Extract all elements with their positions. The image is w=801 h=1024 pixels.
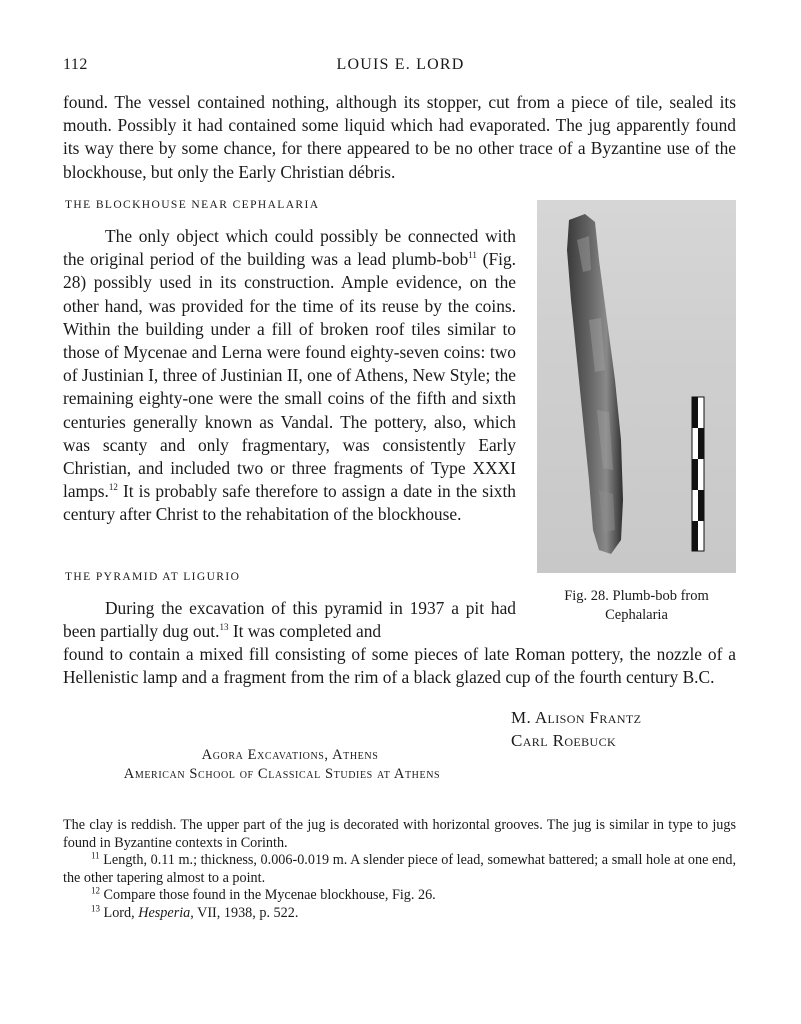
footnote-ref-12[interactable]: 12 xyxy=(108,482,118,493)
footnote-13-text-b: , VII, 1938, p. 522. xyxy=(190,905,299,921)
footnote-13-text-a: Lord, xyxy=(100,905,139,921)
author-signature-frantz: M. Alison Frantz xyxy=(511,708,642,727)
footnote-12-text: Compare those found in the Mycenae blockhouse, Fig. 26. xyxy=(100,887,436,903)
era-abbrev: B.C. xyxy=(682,667,715,688)
affiliation-line-2: American School of Classical Studies at Athens xyxy=(123,766,441,782)
footnote-carryover: The clay is reddish. The upper part of the jug is decorated with horizontal grooves. The jug is similar in type to jugs found in Byzantine contexts in Corinth. xyxy=(63,817,736,851)
pyramid-text-c: found to contain a mixed fill consisting of some pieces of late Roman pottery, the nozzle of a Hellenistic lamp and a fragment from the rim of a black glazed cup of the fourth century xyxy=(63,644,736,688)
caption-line-1: Fig. 28. Plumb-bob from xyxy=(564,588,709,604)
footnote-mark-12: 12 xyxy=(91,885,100,896)
blockhouse-paragraph xyxy=(63,225,516,527)
caption-line-2: Cephalaria xyxy=(605,607,668,623)
pyramid-paragraph-end xyxy=(63,643,736,689)
blockhouse-text-b: (Fig. 28) possibly used in its construction. Ample evidence, on the other hand, was provided for the time of its reuse by the coins. Within the building under a fill of broken roof tiles similar to those of Mycenae and Lerna were found eighty-seven coins: two of Justinian I, three of Justinian II, one of Athens, New Style; the remaining eighty-one were the small coins of the fifth and sixth centuries generally known as Vandal. The pottery, also, which was scanty and only fragmentary, was consistently Early Christian, and included two or three fragments of Type XXXI lamps. xyxy=(63,249,516,502)
affiliation-line-1: Agora Excavations, Athens xyxy=(201,747,379,763)
intro-paragraph: found. The vessel contained nothing, although its stopper, cut from a piece of tile, sealed its mouth. Possibly it had contained some liquid which had evaporated. The jug apparently found its way there by some chance, for there appeared to be no other trace of a Byzantine use of the blockhouse, but only the Early Christian débris. xyxy=(63,92,736,182)
footnote-11-text: Length, 0.11 m.; thickness, 0.006-0.019 m. A slender piece of lead, somewhat battered; a small hole at one end, the other tapering almost to a point. xyxy=(63,852,736,886)
pyramid-text-a: During the excavation of this pyramid in 1937 a pit had been partially dug out. xyxy=(63,598,516,642)
figure-caption xyxy=(537,587,736,625)
page-number: 112 xyxy=(63,56,88,73)
blockhouse-text-c: It is probably safe therefore to assign a date in the sixth century after Christ to the rehabitation of the blockhouse. xyxy=(63,481,516,525)
pyramid-text-b: It was completed and xyxy=(228,621,382,642)
footnote-13 xyxy=(91,905,736,923)
plumb-bob-object xyxy=(567,214,623,554)
plumb-bob-image xyxy=(537,200,736,573)
footnote-12 xyxy=(91,887,736,905)
author-signature-roebuck: Carl Roebuck xyxy=(511,731,617,750)
section-heading-pyramid: THE PYRAMID AT LIGURIO xyxy=(65,571,241,583)
plumb-bob-photograph xyxy=(537,200,736,573)
footnote-mark-13: 13 xyxy=(91,903,100,914)
scale-bar xyxy=(692,397,704,551)
footnote-ref-11[interactable]: 11 xyxy=(468,250,477,261)
running-title: LOUIS E. LORD xyxy=(336,56,465,73)
footnote-mark-11: 11 xyxy=(91,850,100,861)
pyramid-paragraph-start xyxy=(63,597,516,643)
footnote-11 xyxy=(63,852,736,887)
footnote-13-journal: Hesperia xyxy=(138,905,191,921)
blockhouse-text-a: The only object which could possibly be connected with the original period of the building was a lead plumb-bob xyxy=(63,226,516,270)
section-heading-blockhouse: THE BLOCKHOUSE NEAR CEPHALARIA xyxy=(65,199,320,211)
footnote-ref-13[interactable]: 13 xyxy=(219,622,229,633)
